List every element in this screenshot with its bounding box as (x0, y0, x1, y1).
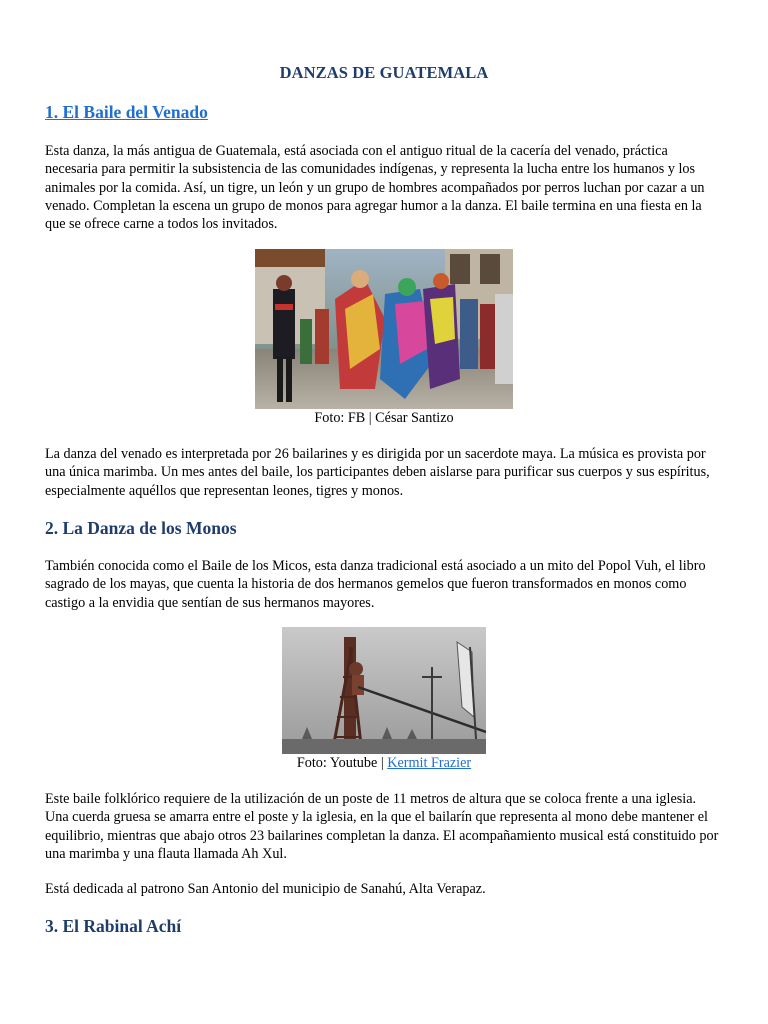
section-heading-rabinal-achi: 3. El Rabinal Achí (45, 916, 182, 936)
dancers-photo-illustration (255, 249, 513, 409)
paragraph-venado-intro: Esta danza, la más antigua de Guatemala, está asociada con el antiguo ritual de la cacería del venado, práctica necesaria para permitir la subsistencia de las comunidades indígenas, y representa la lucha entre los humanos y los animales por la comida. Así, un tigre, un león y un grupo de hombres acompañados por perros luchan por cazar a un venado. Completan la escena un grupo de monos para agregar humor a la danza. El baile termina en una fiesta en la que se ofrece carne a todos los invitados. (45, 143, 705, 233)
photo-danza-de-los-monos (282, 627, 486, 754)
photographer-link[interactable]: Kermit Frazier (387, 755, 472, 771)
pole-dance-photo-illustration (282, 627, 486, 754)
caption-source-text: Foto: Youtube | (296, 755, 388, 771)
paragraph-venado-detail: La danza del venado es interpretada por 26 bailarines y es dirigida por un sacerdote maya. La música es provista por una única marimba. Un mes antes del baile, los participantes deben aislarse para purificar sus cuerpos y sus espíritus, especialmente aquéllos que representan leones, tigres y monos. (45, 446, 710, 499)
paragraph-monos-intro: También conocida como el Baile de los Micos, esta danza tradicional está asociado a un mito del Popol Vuh, el libro sagrado de los mayas, que cuenta la historia de dos hermanos gemelos que fueron transformados en monos como castigo a la envidia que sentían de sus hermanos mayores. (45, 558, 706, 611)
photo-baile-del-venado (255, 249, 513, 409)
paragraph-monos-detail: Este baile folklórico requiere de la utilización de un poste de 11 metros de altura que se coloca frente a una iglesia. Una cuerda gruesa se amarra entre el poste y la iglesia, en la que el bailarín que representa al mono debe mantener el equilibrio, mientras que abajo otros 23 bailarines completan la danza. El acompañamiento musical está constituido por una marimba y una flauta llamada Ah Xul. (45, 791, 719, 862)
photo-caption-monos (282, 755, 486, 772)
paragraph-monos-patron: Está dedicada al patrono San Antonio del municipio de Sanahú, Alta Verapaz. (45, 881, 486, 897)
section-heading-monos: 2. La Danza de los Monos (45, 518, 237, 538)
photo-caption-venado: Foto: FB | César Santizo (314, 410, 454, 426)
section-heading-venado[interactable]: 1. El Baile del Venado (45, 102, 208, 122)
page-title: DANZAS DE GUATEMALA (279, 63, 489, 82)
